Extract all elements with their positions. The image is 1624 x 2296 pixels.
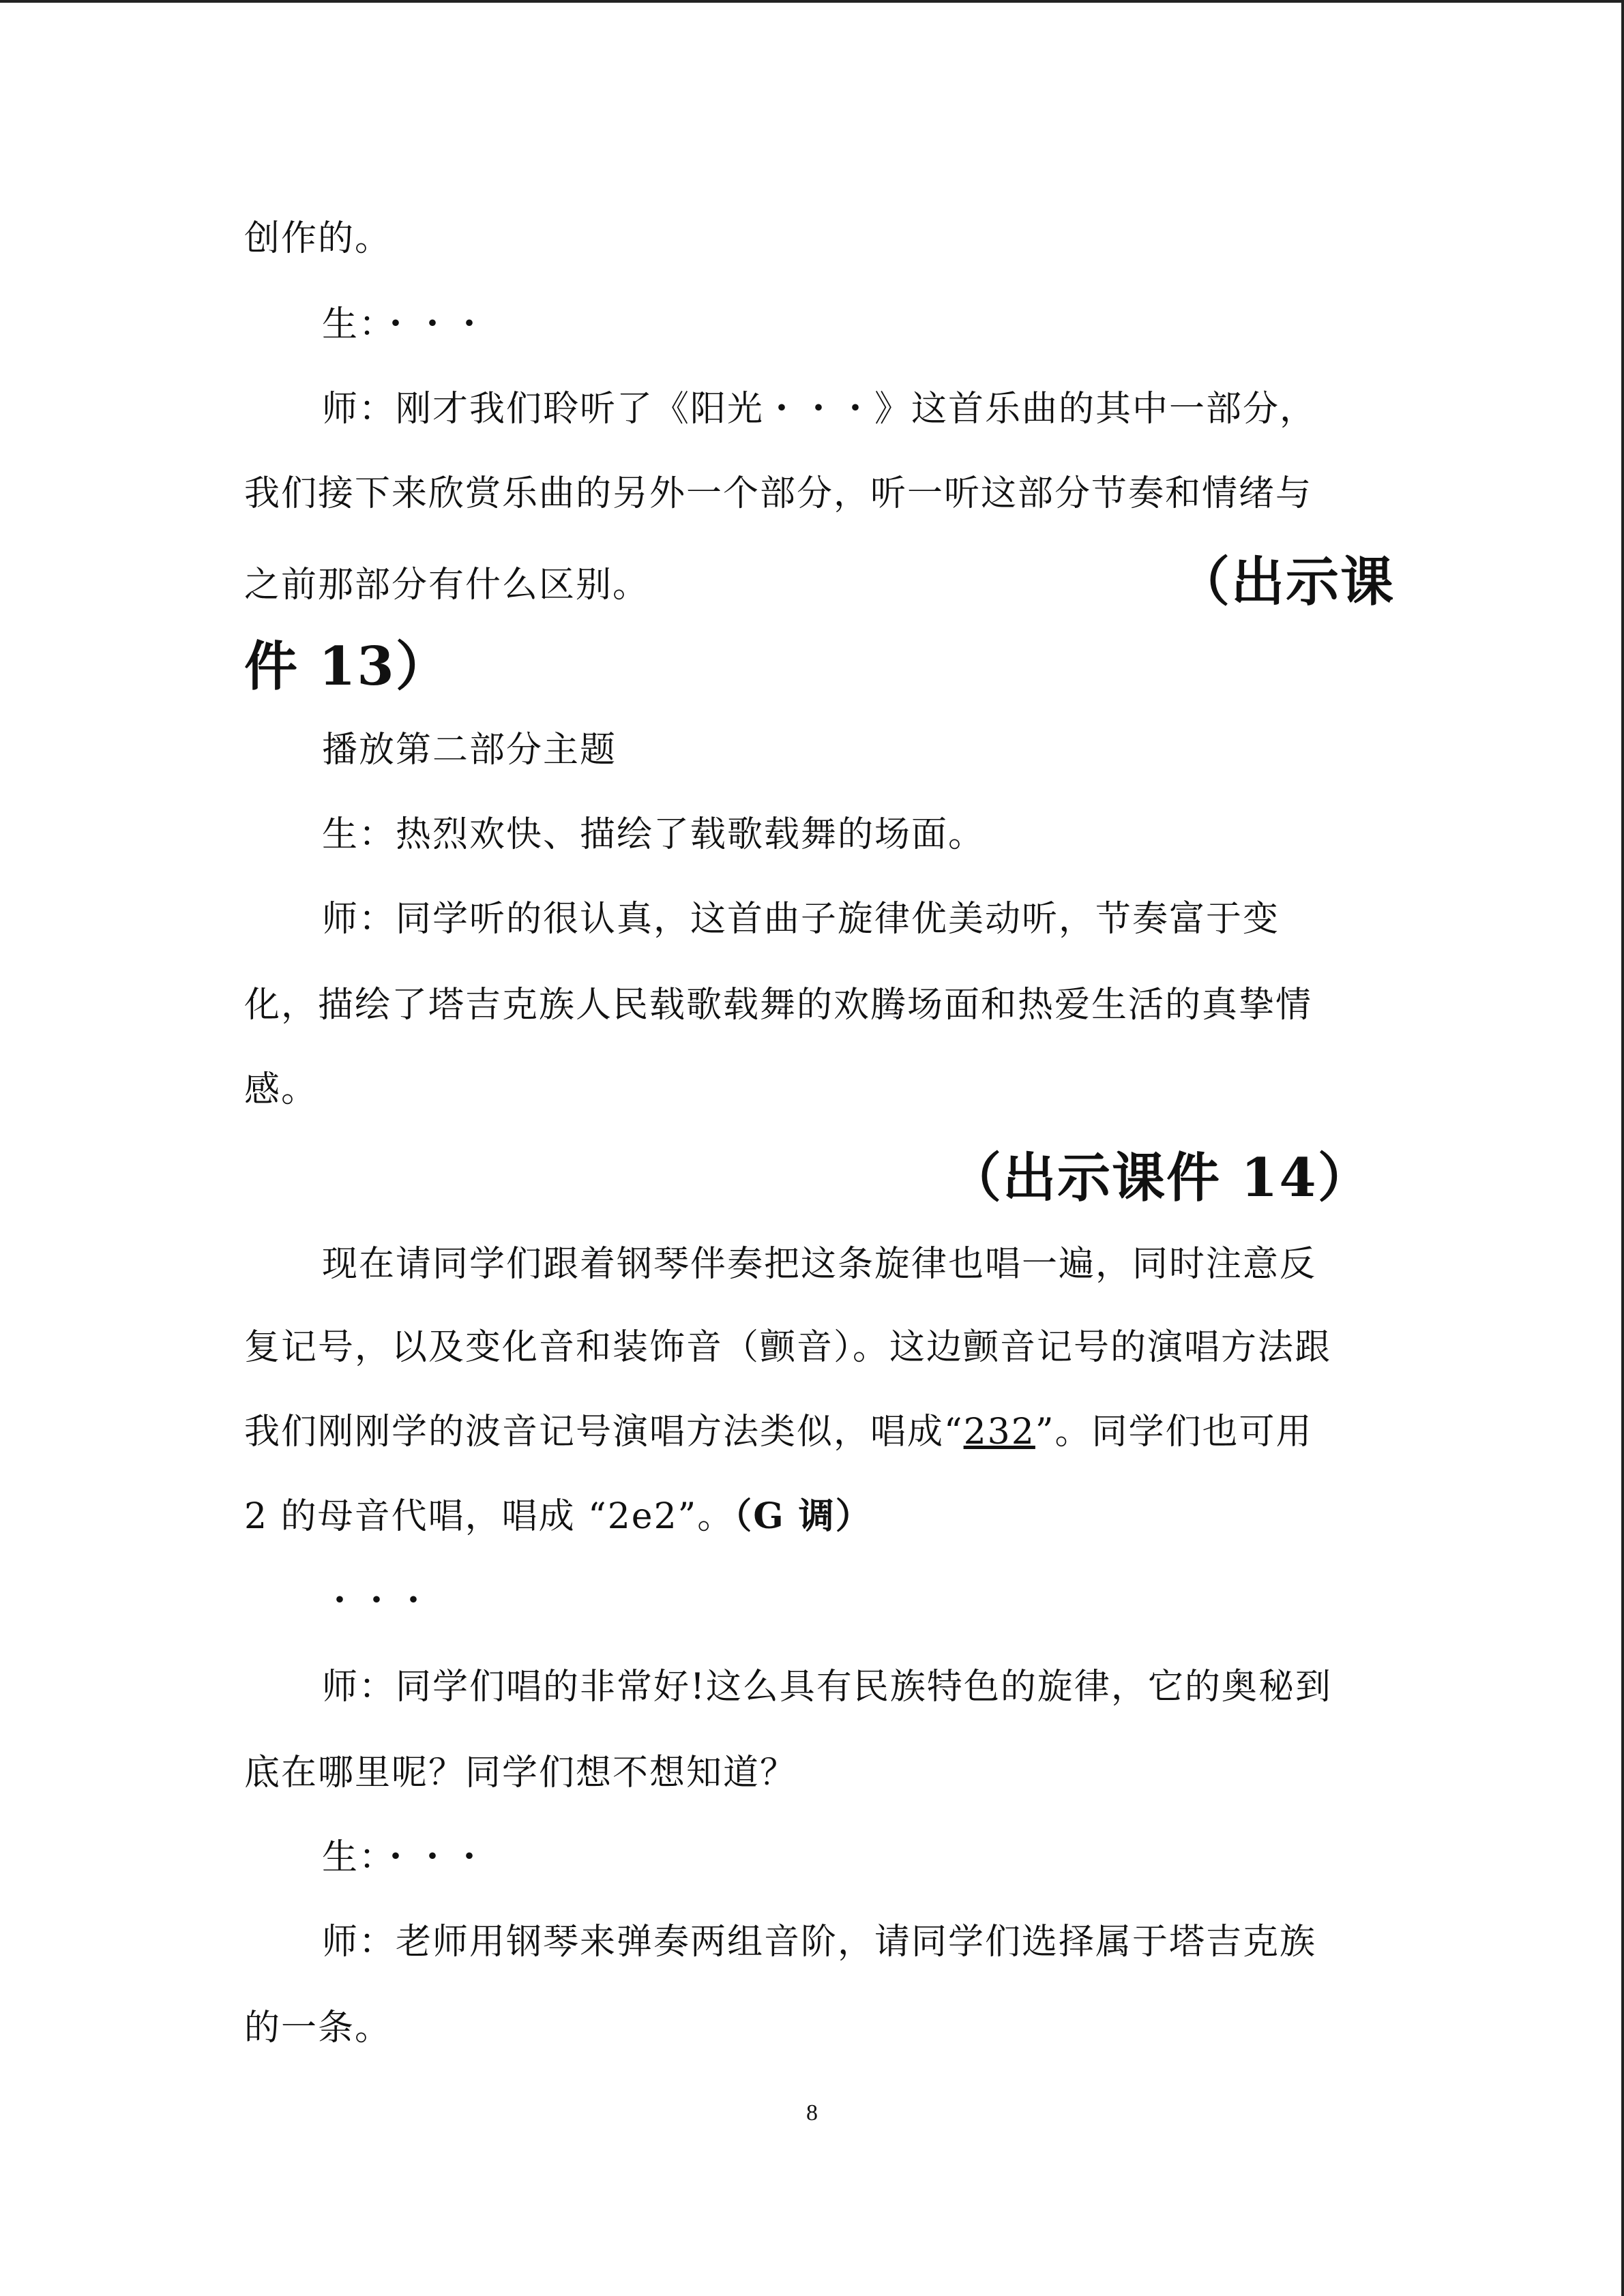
text-line: 生：热烈欢快、描绘了载歌载舞的场面。: [322, 814, 986, 855]
text-line: 生：・・・: [322, 304, 489, 345]
courseware-note: （出示课件 14）: [948, 1147, 1372, 1209]
text-line: 师：同学们唱的非常好!这么具有民族特色的旋律，它的奥秘到: [322, 1667, 1332, 1708]
trill-notation: 232: [963, 1412, 1035, 1452]
text-line: 创作的。: [244, 218, 392, 259]
text-line: 现在请同学们跟着钢琴伴奏把这条旋律也唱一遍，同时注意反: [322, 1244, 1317, 1285]
text-line: [244, 1495, 872, 1538]
text-line: 化，描绘了塔吉克族人民载歌载舞的欢腾场面和热爱生活的真挚情: [244, 985, 1313, 1026]
text-line: 我们接下来欣赏乐曲的另外一个部分，听一听这部分节奏和情绪与: [244, 473, 1313, 514]
text-line: 感。: [244, 1069, 319, 1110]
text-segment: ”。同学们也可用: [1035, 1412, 1313, 1452]
text-line: 的一条。: [244, 2008, 392, 2048]
text-line: 师：刚才我们聆听了《阳光・・・》这首乐曲的其中一部分，: [322, 389, 1317, 430]
text-line: [244, 1410, 1312, 1454]
courseware-note: 件 13）: [244, 636, 450, 698]
text-line: 播放第二部分主题: [322, 730, 617, 771]
text-segment: 2 的母音代唱，唱成 “2e2”。: [244, 1496, 735, 1537]
text-line: 师：老师用钢琴来弹奏两组音阶，请同学们选择属于塔吉克族: [322, 1922, 1317, 1963]
key-note: （G 调）: [734, 1495, 872, 1537]
courseware-note: （出示课: [1177, 551, 1396, 613]
text-segment: 我们刚刚学的波音记号演唱方法类似，唱成“: [244, 1412, 964, 1452]
text-line: 师：同学听的很认真，这首曲子旋律优美动听，节奏富于变: [322, 899, 1280, 940]
text-line: 复记号，以及变化音和装饰音（颤音）。这边颤音记号的演唱方法跟: [244, 1327, 1332, 1368]
text-line: ・・・: [322, 1581, 433, 1622]
text-line: 底在哪里呢？同学们想不想知道？: [244, 1753, 797, 1793]
text-line: 之前那部分有什么区别。: [244, 565, 650, 606]
text-line: 生：・・・: [322, 1837, 489, 1878]
page-number: 8: [806, 2100, 818, 2126]
